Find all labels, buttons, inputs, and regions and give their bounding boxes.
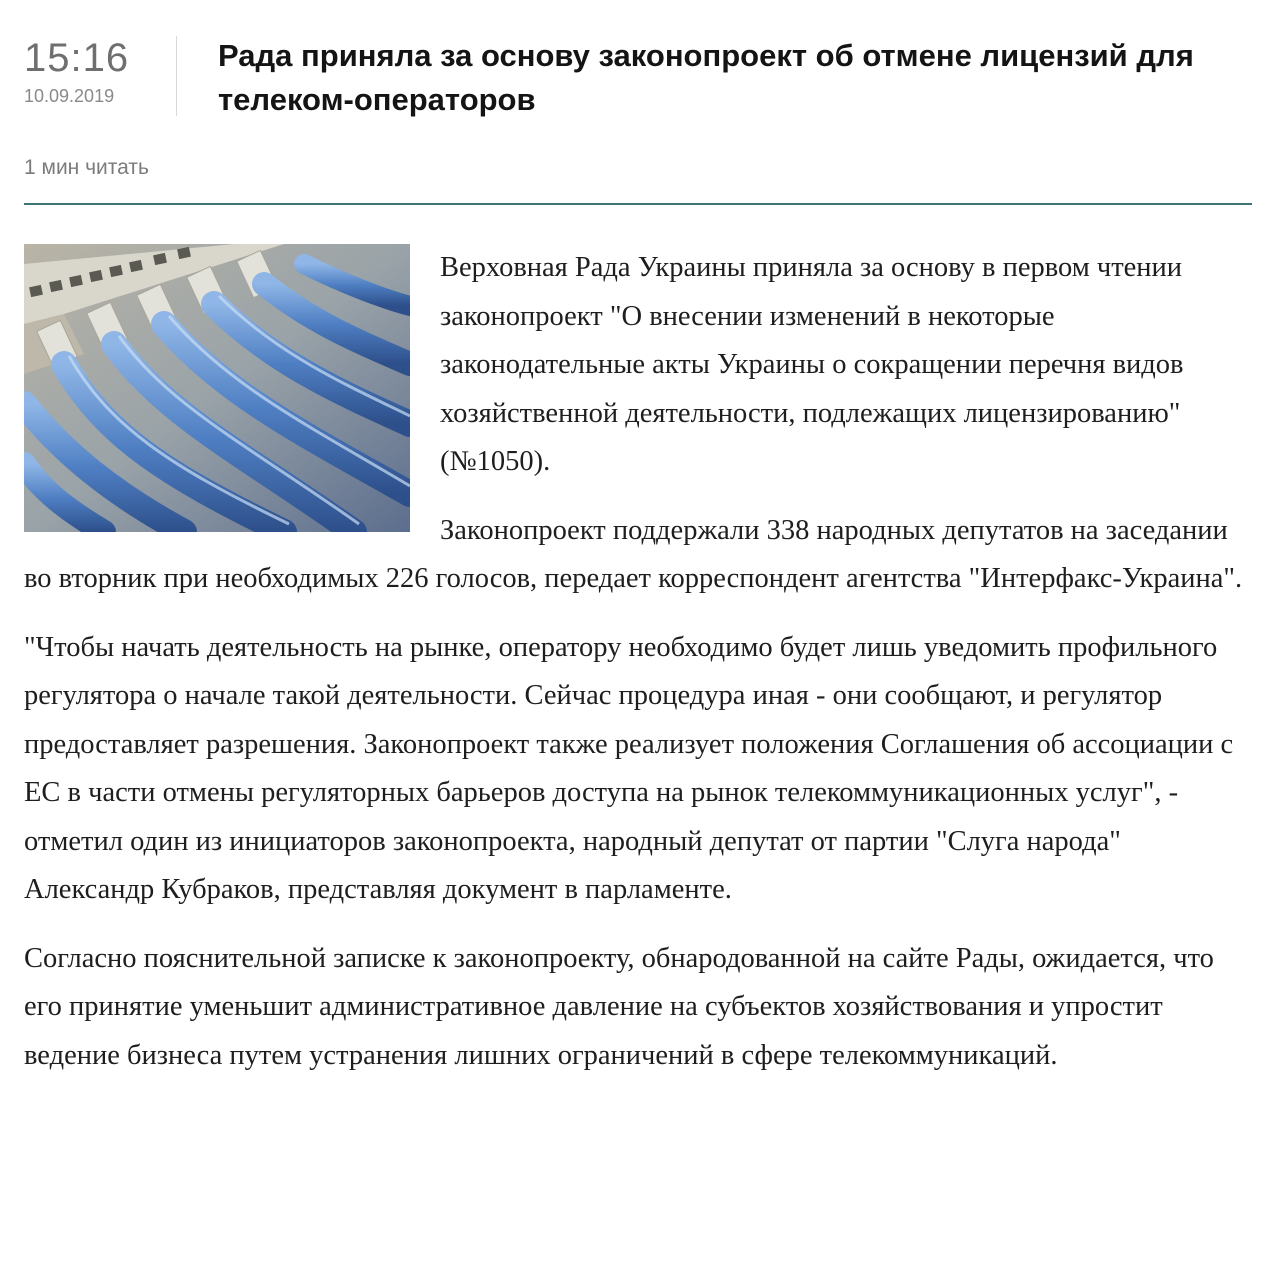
article-header xyxy=(24,0,1252,128)
article-body xyxy=(24,244,1252,1100)
publish-time: 15:16 xyxy=(24,36,130,80)
article-page xyxy=(24,0,1252,1071)
read-time: 1 мин читать xyxy=(24,156,149,179)
header-rule xyxy=(24,203,1252,205)
paragraph: Верховная Рада Украины приняла за основу в первом чтении законопроект "О внесении изменений в некоторые законодательные акты Украины о сокращении перечня видов хозяйственной деятельности, подлежащих лицензированию" (№1050). xyxy=(440,252,1184,477)
article-headline: Рада приняла за основу законопроект об отмене лицензий для телеком-операторов xyxy=(218,38,1194,117)
network-cables-photo xyxy=(24,244,410,532)
paragraph: "Чтобы начать деятельность на рынке, оператору необходимо будет лишь уведомить профильного регулятора о начале такой деятельности. Сейчас процедура иная - они сообщают, и регулятор предоставляет разрешения. Законопроект также реализует положения Соглашения об ассоциации с ЕС в части отмены регуляторных барьеров доступа на рынок телекоммуникационных услуг", - отметил один из инициаторов законопроекта, народный депутат от партии "Слуга народа" Александр Кубраков, представляя документ в парламенте. xyxy=(24,631,1234,905)
paragraph: Законопроект поддержали 338 народных депутатов на заседании во вторник при необходимых 226 голосов, передает корреспондент агентства "Интерфакс-Украина". xyxy=(24,514,1243,594)
paragraph: Согласно пояснительной записке к законопроекту, обнародованной на сайте Рады, ожидается, что его принятие уменьшит административное давление на субъектов хозяйствования и упростит ведение бизнеса путем устранения лишних ограничений в сфере телекоммуникаций. xyxy=(24,942,1214,1071)
header-divider xyxy=(176,36,177,116)
publish-date: 10.09.2019 xyxy=(24,86,115,106)
